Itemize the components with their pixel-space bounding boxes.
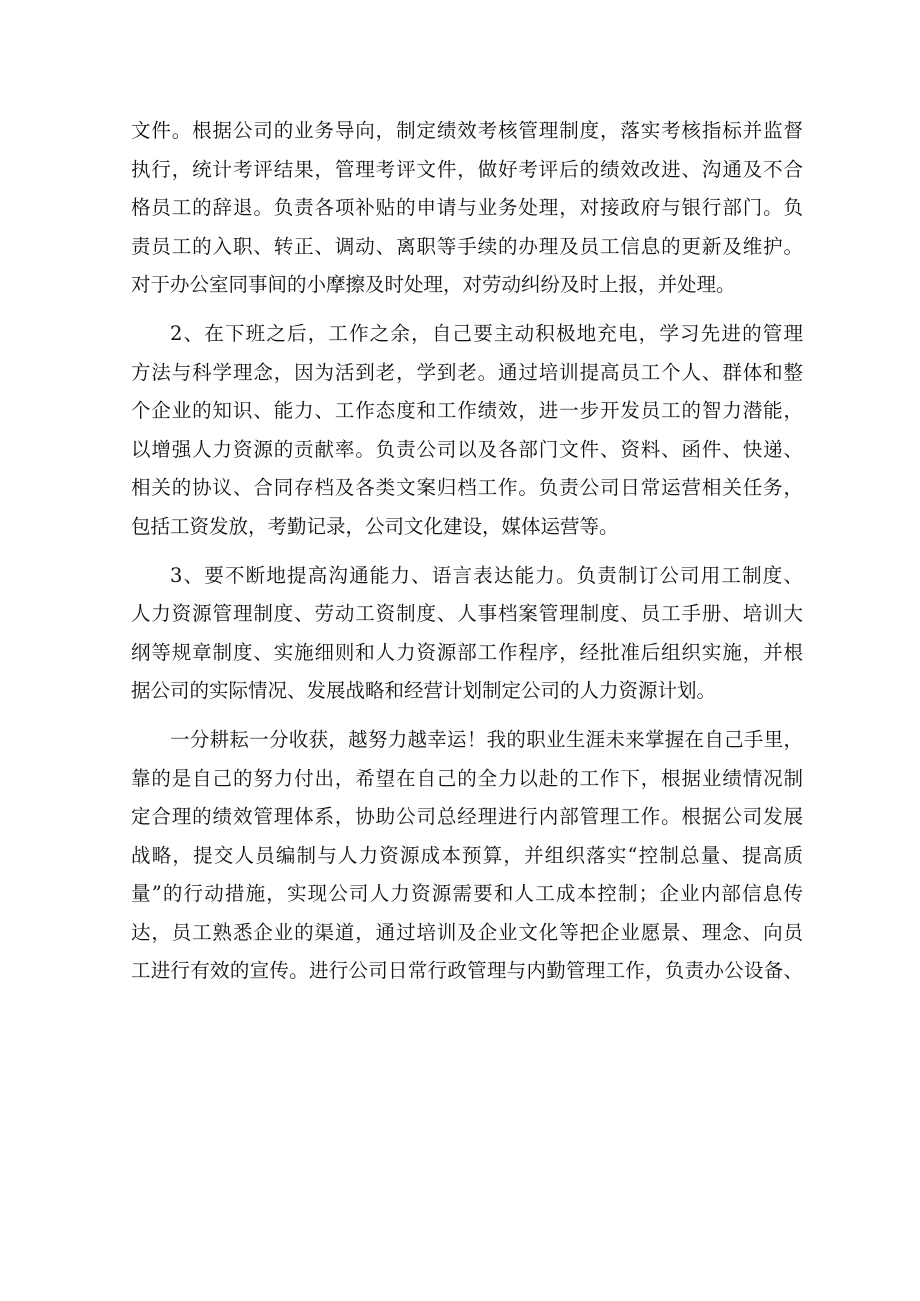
text-line: 定合理的绩效管理体系，协助公司总经理进行内部管理工作。根据公司发展 xyxy=(131,805,803,829)
text-line: 文件。根据公司的业务导向，制定绩效考核管理制度，落实考核指标并监督 xyxy=(131,119,803,142)
text-line: 纲等规章制度、实施细则和人力资源部工作程序，经批准后组织实施，并根 xyxy=(131,640,803,664)
text-line: 对于办公室同事间的小摩擦及时处理，对劳动纠纷及时上报，并处理。 xyxy=(131,273,736,297)
text-line: 人力资源管理制度、劳动工资制度、人事档案管理制度、员工手册、培训大 xyxy=(131,602,803,626)
paragraph-2 xyxy=(131,315,803,547)
text-line: 以增强人力资源的贡献率。负责公司以及各部门文件、资料、函件、快递、 xyxy=(131,437,803,461)
text-line: 达，员工熟悉企业的渠道，通过培训及企业文化等把企业愿景、理念、向员 xyxy=(131,920,803,944)
text-line: 据公司的实际情况、发展战略和经营计划制定公司的人力资源计划。 xyxy=(131,679,717,703)
document-body xyxy=(131,112,803,1001)
text-line: 一分耕耘一分收获，越努力越幸运！我的职业生涯未来掌握在自己手里， xyxy=(170,727,803,751)
text-line: 责员工的入职、转正、调动、离职等手续的办理及员工信息的更新及维护。 xyxy=(131,234,803,258)
text-line: 包括工资发放，考勤记录，公司文化建设，媒体运营等。 xyxy=(131,514,619,538)
text-line: 执行，统计考评结果，管理考评文件，做好考评后的绩效改进、沟通及不合 xyxy=(131,157,803,181)
text-line: 个企业的知识、能力、工作态度和工作绩效，进一步开发员工的智力潜能， xyxy=(131,399,803,423)
paragraph-4 xyxy=(131,721,803,991)
paragraph-1 xyxy=(131,112,803,305)
paragraph-3 xyxy=(131,557,803,711)
text-line: 工进行有效的宣传。进行公司日常行政管理与内勤管理工作，负责办公设备、 xyxy=(131,959,803,983)
text-line: 方法与科学理念，因为活到老，学到老。通过培训提高员工个人、群体和整 xyxy=(131,360,803,384)
text-line: 靠的是自己的努力付出，希望在自己的全力以赴的工作下，根据业绩情况制 xyxy=(131,766,803,790)
text-line: 格员工的辞退。负责各项补贴的申请与业务处理，对接政府与银行部门。负 xyxy=(131,196,803,220)
text-line: 战略，提交人员编制与人力资源成本预算，并组织落实“控制总量、提高质 xyxy=(131,843,803,867)
text-line: 量”的行动措施，实现公司人力资源需要和人工成本控制；企业内部信息传 xyxy=(131,882,803,906)
text-line: 3、要不断地提高沟通能力、语言表达能力。负责制订公司用工制度、 xyxy=(170,563,803,587)
text-line: 相关的协议、合同存档及各类文案归档工作。负责公司日常运营相关任务， xyxy=(131,476,803,500)
text-line: 2、在下班之后，工作之余，自己要主动积极地充电，学习先进的管理 xyxy=(170,321,803,345)
